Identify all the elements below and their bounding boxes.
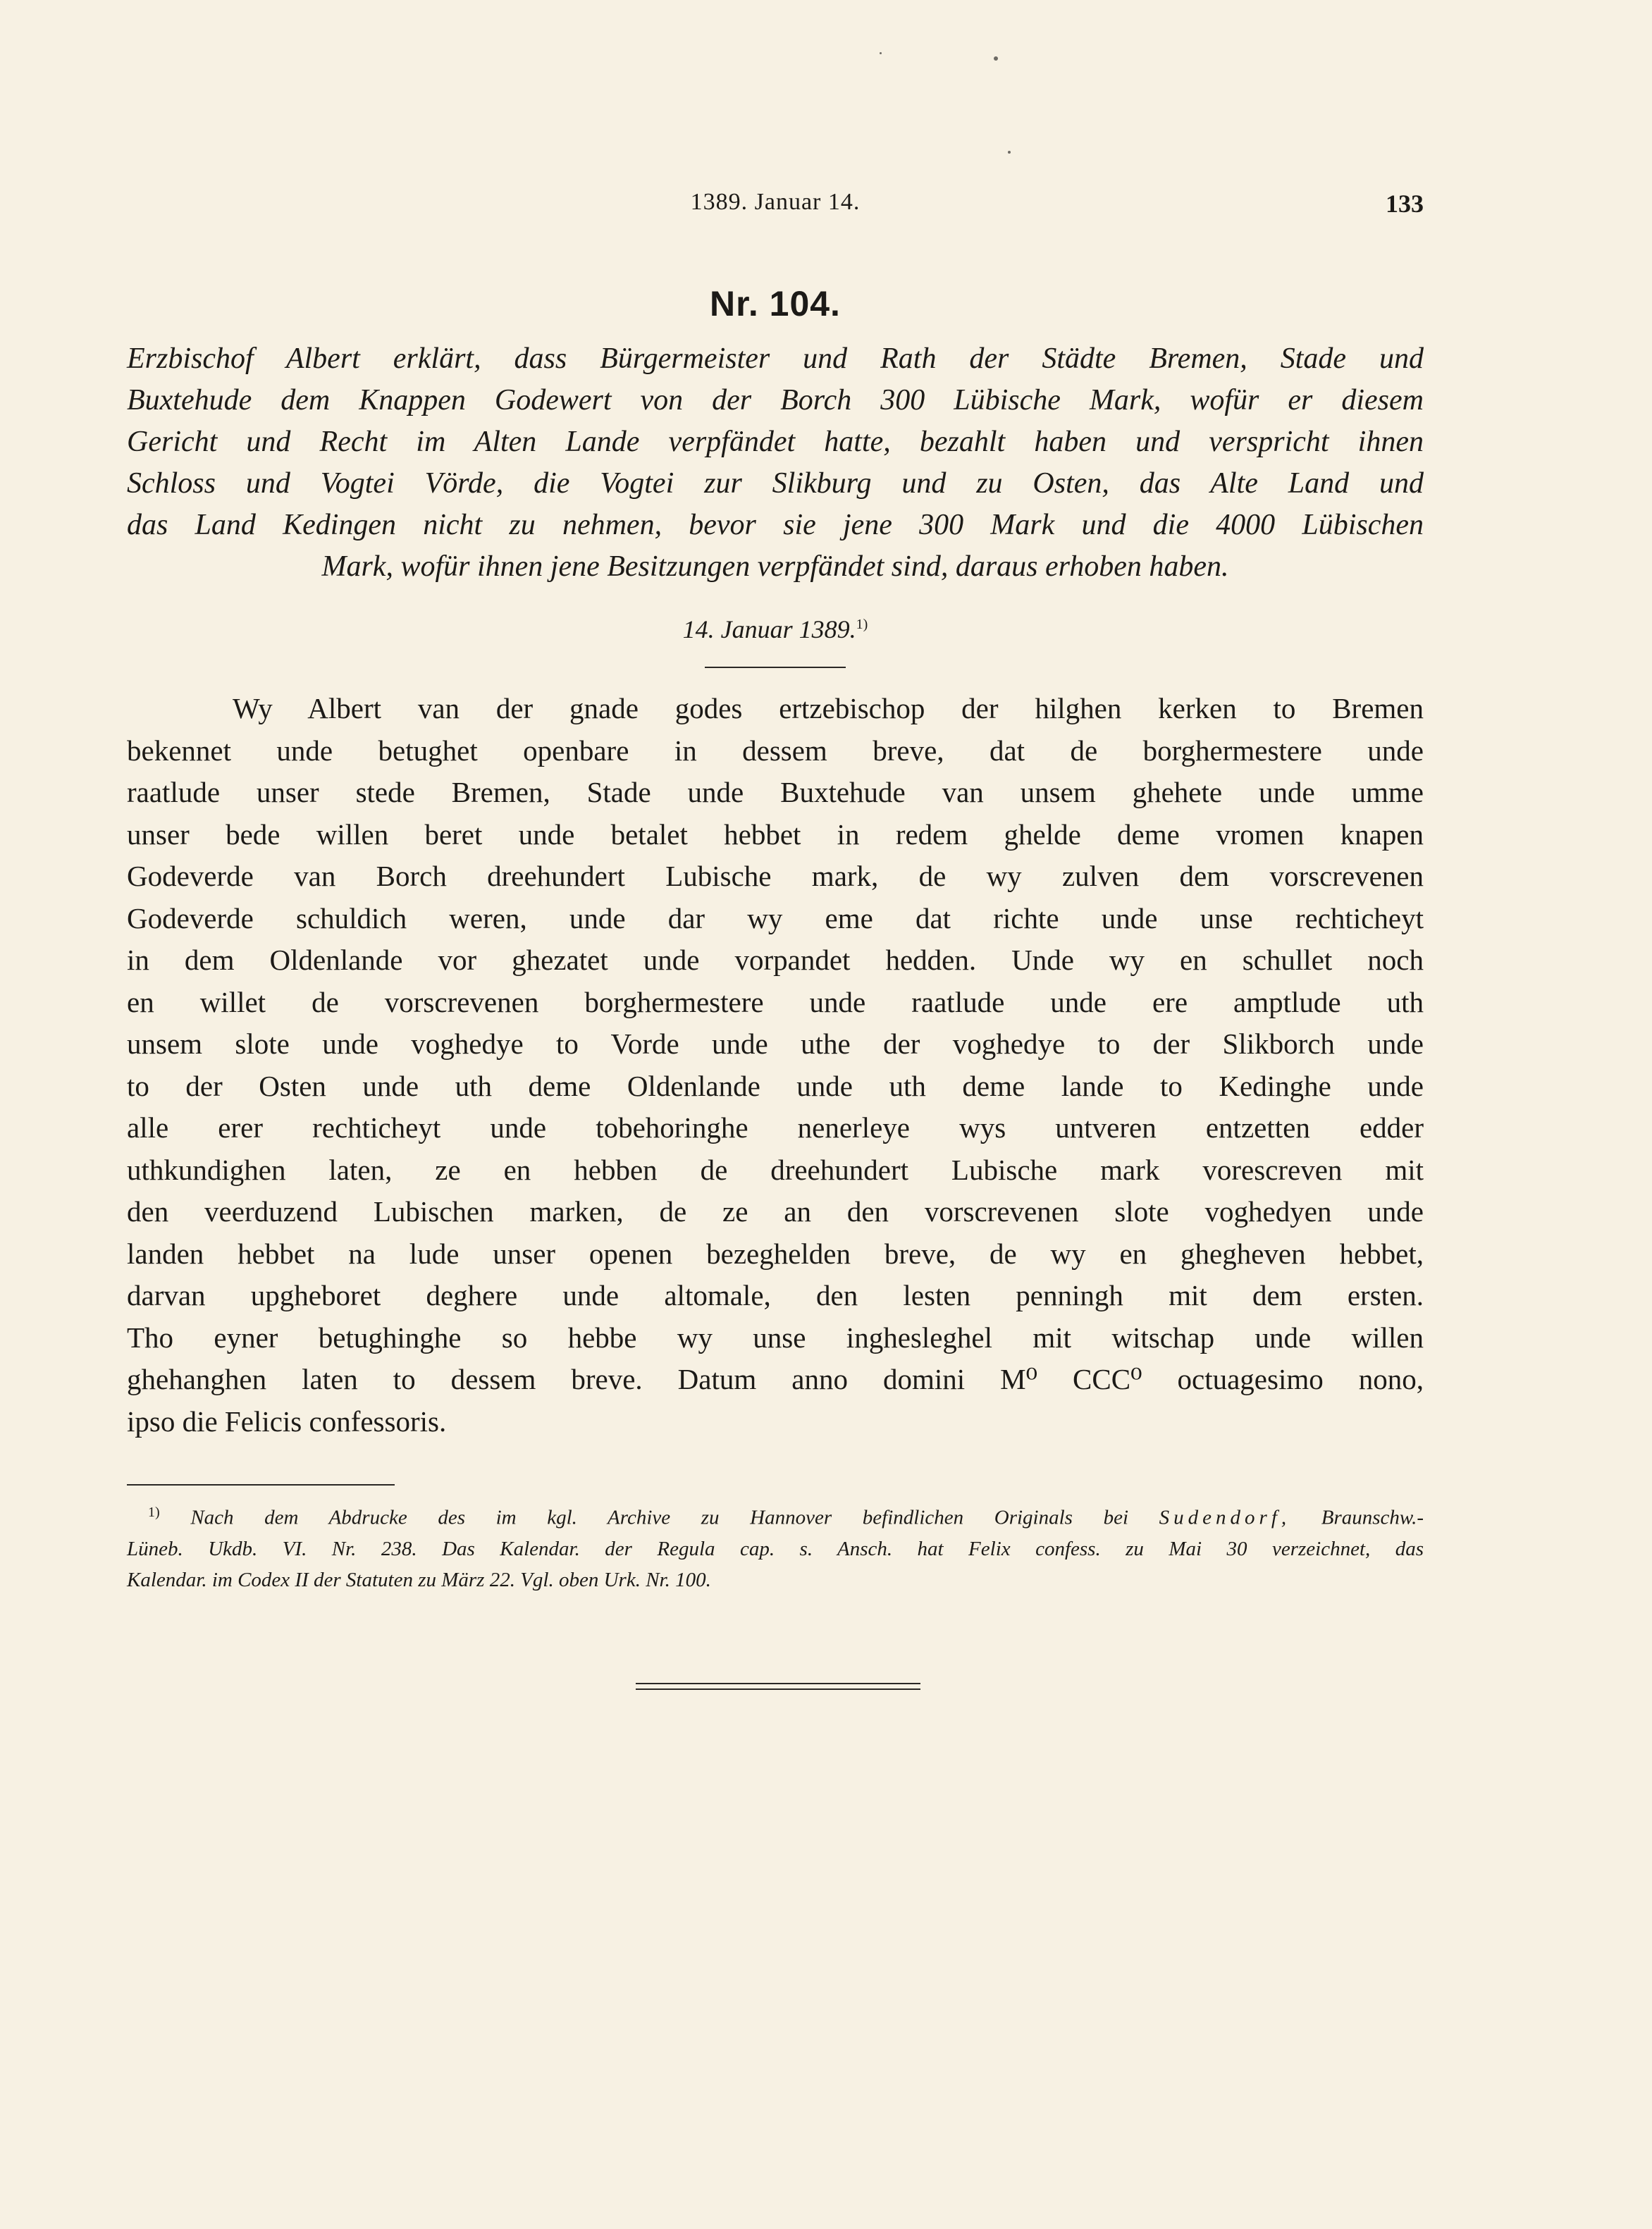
footnote-text: Braunschw.- [1321, 1506, 1424, 1529]
regest-line: Gericht und Recht im Alten Lande verpfändet hatte, bezahlt haben und verspricht ihnen [127, 426, 1424, 458]
text-line: unsem slote unde voghedye to Vorde unde uthe der voghedye to der Slikborch unde [127, 1027, 1424, 1060]
text-line: Godeverde van Borch dreehundert Lubische mark, de wy zulven dem vorscrevenen [127, 860, 1424, 892]
paper-speck [1008, 151, 1011, 154]
footnote-reference: 1) [856, 617, 868, 632]
divider [705, 667, 846, 668]
footnote [127, 1497, 1424, 1595]
text-line: ipso die Felicis confessoris. [127, 1404, 447, 1438]
end-rule [636, 1688, 920, 1690]
text-line: Tho eyner betughinghe so hebbe wy unse inghesleghel mit witschap unde willen [127, 1321, 1424, 1354]
text-line: en willet de vorscrevenen borghermestere unde raatlude unde ere amptlude uth [127, 985, 1424, 1018]
regest-line: Buxtehude dem Knappen Godewert von der Borch 300 Lübische Mark, wofür er diesem [127, 384, 1424, 416]
document-number: Nr. 104. [710, 284, 841, 323]
text-line: uthkundighen laten, ze en hebben de dreehundert Lubische mark vorescreven mit [127, 1153, 1424, 1186]
text-line: alle erer rechticheyt unde tobehoringhe nenerleye wys untveren entzetten edder [127, 1111, 1424, 1144]
text-line: in dem Oldenlande vor ghezatet unde vorpandet hedden. Unde wy en schullet noch [127, 944, 1424, 976]
end-rule [636, 1683, 920, 1684]
footnote-mark: 1) [148, 1505, 160, 1520]
footnote-line [127, 1497, 1424, 1533]
regest-line: Schloss und Vogtei Vörde, die Vogtei zur Slikburg und zu Osten, das Alte Land und [127, 467, 1424, 500]
text-line: landen hebbet na lude unser openen bezeghelden breve, de wy en ghegheven hebbet, [127, 1237, 1424, 1270]
text-line: den veerduzend Lubischen marken, de ze an den vorscrevenen slote voghedyen unde [127, 1195, 1424, 1228]
running-head-date: 1389. Januar 14. [690, 189, 861, 215]
regest-date [127, 615, 1424, 644]
regest [127, 338, 1424, 588]
regest-line: Erzbischof Albert erklärt, dass Bürgermeister und Rath der Städte Bremen, Stade und [127, 342, 1424, 375]
text-line: Godeverde schuldich weren, unde dar wy eme dat richte unde unse rechticheyt [127, 901, 1424, 934]
regest-date-text: 14. Januar 1389. [682, 615, 856, 643]
regest-line: das Land Kedingen nicht zu nehmen, bevor sie jene 300 Mark und die 4000 Lübischen [127, 509, 1424, 541]
text-line: to der Osten unde uth deme Oldenlande unde uth deme lande to Kedinghe unde [127, 1069, 1424, 1102]
paper-speck [994, 56, 998, 61]
footnote-divider [127, 1484, 395, 1486]
text-line: ghehanghen laten to dessem breve. Datum anno domini M⁰ CCC⁰ octuagesimo nono, [127, 1363, 1424, 1395]
regest-line: Mark, wofür ihnen jene Besitzungen verpfändet sind, daraus erhoben haben. [321, 550, 1229, 583]
text-line: raatlude unser stede Bremen, Stade unde Buxtehude van unsem ghehete unde umme [127, 776, 1424, 808]
text-line: unser bede willen beret unde betalet hebbet in redem ghelde deme vromen knapen [127, 817, 1424, 851]
footnote-text: Nach dem Abdrucke des im kgl. Archive zu Hannover befindlichen Originals bei [190, 1506, 1129, 1529]
text-line: bekennet unde betughet openbare in dessem breve, dat de borghermestere unde [127, 734, 1424, 767]
text-line: Wy Albert van der gnade godes ertzebischop der hilghen kerken to Bremen [233, 692, 1424, 724]
charter-text [127, 688, 1424, 1443]
page-header [127, 189, 1424, 231]
footnote-line: Lüneb. Ukdb. VI. Nr. 238. Das Kalendar. der Regula cap. s. Ansch. hat Felix confess. zu Mai 30 verzeichnet, das [127, 1537, 1424, 1560]
footnote-author: Sudendorf, [1159, 1506, 1291, 1529]
footnote-line: Kalendar. im Codex II der Statuten zu März 22. Vgl. oben Urk. Nr. 100. [127, 1568, 711, 1591]
page-number: 133 [1386, 190, 1424, 218]
text-line: darvan upgheboret deghere unde altomale, den lesten penningh mit dem ersten. [127, 1279, 1424, 1311]
paper-speck [880, 52, 882, 54]
